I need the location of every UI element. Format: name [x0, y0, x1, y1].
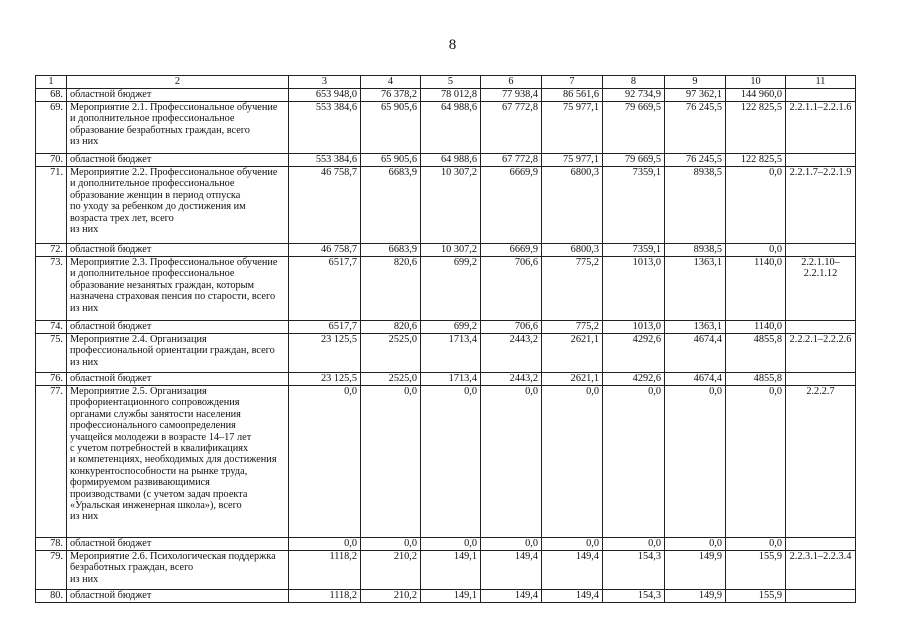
table-row — [36, 373, 856, 386]
value-cell: 706,6 — [481, 257, 542, 321]
row-number: 68. — [36, 89, 67, 102]
value-cell: 553 384,6 — [289, 154, 361, 167]
value-cell: 149,4 — [542, 551, 603, 590]
target-code — [786, 538, 856, 551]
table-row — [36, 244, 856, 257]
value-cell: 6800,3 — [542, 244, 603, 257]
row-number: 72. — [36, 244, 67, 257]
row-name: областной бюджет — [67, 538, 289, 551]
value-cell: 2621,1 — [542, 373, 603, 386]
value-cell: 65 905,6 — [361, 102, 421, 154]
value-cell: 1713,4 — [421, 334, 481, 373]
value-cell: 122 825,5 — [726, 102, 786, 154]
row-name: Мероприятие 2.4. Организация профессиональной ориентации граждан, всего из них — [67, 334, 289, 373]
target-code: 2.2.1.10– 2.2.1.12 — [786, 257, 856, 321]
value-cell: 0,0 — [289, 386, 361, 538]
target-code — [786, 373, 856, 386]
value-cell: 0,0 — [726, 386, 786, 538]
row-number: 73. — [36, 257, 67, 321]
value-cell: 7359,1 — [603, 167, 665, 244]
value-cell: 75 977,1 — [542, 102, 603, 154]
value-cell: 154,3 — [603, 590, 665, 603]
value-cell: 0,0 — [665, 538, 726, 551]
page-number: 8 — [448, 37, 457, 53]
value-cell: 4292,6 — [603, 334, 665, 373]
column-header: 7 — [542, 76, 603, 89]
value-cell: 0,0 — [603, 386, 665, 538]
value-cell: 64 988,6 — [421, 154, 481, 167]
value-cell: 1713,4 — [421, 373, 481, 386]
target-code — [786, 89, 856, 102]
value-cell: 0,0 — [421, 538, 481, 551]
row-name: Мероприятие 2.6. Психологическая поддержка безработных граждан, всего из них — [67, 551, 289, 590]
value-cell: 8938,5 — [665, 244, 726, 257]
value-cell: 0,0 — [542, 386, 603, 538]
column-header: 10 — [726, 76, 786, 89]
value-cell: 2443,2 — [481, 334, 542, 373]
value-cell: 210,2 — [361, 551, 421, 590]
value-cell: 553 384,6 — [289, 102, 361, 154]
value-cell: 97 362,1 — [665, 89, 726, 102]
column-header: 9 — [665, 76, 726, 89]
value-cell: 0,0 — [542, 538, 603, 551]
value-cell: 653 948,0 — [289, 89, 361, 102]
row-number: 71. — [36, 167, 67, 244]
value-cell: 1013,0 — [603, 321, 665, 334]
value-cell: 149,1 — [421, 590, 481, 603]
row-number: 69. — [36, 102, 67, 154]
target-code — [786, 244, 856, 257]
row-name: Мероприятие 2.2. Профессиональное обучение и дополнительное профессиональное образование женщин в период отпуска по уходу за ребенком до достижения им возраста трех лет, всего из них — [67, 167, 289, 244]
value-cell: 699,2 — [421, 257, 481, 321]
value-cell: 2525,0 — [361, 334, 421, 373]
value-cell: 2525,0 — [361, 373, 421, 386]
budget-table — [35, 75, 856, 603]
value-cell: 65 905,6 — [361, 154, 421, 167]
column-header: 2 — [67, 76, 289, 89]
value-cell: 0,0 — [361, 538, 421, 551]
table-row — [36, 167, 856, 244]
value-cell: 10 307,2 — [421, 244, 481, 257]
value-cell: 10 307,2 — [421, 167, 481, 244]
value-cell: 1013,0 — [603, 257, 665, 321]
target-code: 2.2.1.7–2.2.1.9 — [786, 167, 856, 244]
table-row — [36, 538, 856, 551]
value-cell: 2443,2 — [481, 373, 542, 386]
value-cell: 0,0 — [481, 386, 542, 538]
value-cell: 6517,7 — [289, 321, 361, 334]
value-cell: 0,0 — [481, 538, 542, 551]
value-cell: 4292,6 — [603, 373, 665, 386]
value-cell: 8938,5 — [665, 167, 726, 244]
row-name: областной бюджет — [67, 244, 289, 257]
value-cell: 820,6 — [361, 321, 421, 334]
row-number: 75. — [36, 334, 67, 373]
row-number: 80. — [36, 590, 67, 603]
value-cell: 0,0 — [603, 538, 665, 551]
value-cell: 78 012,8 — [421, 89, 481, 102]
value-cell: 1140,0 — [726, 321, 786, 334]
row-number: 77. — [36, 386, 67, 538]
value-cell: 699,2 — [421, 321, 481, 334]
value-cell: 64 988,6 — [421, 102, 481, 154]
row-number: 78. — [36, 538, 67, 551]
value-cell: 0,0 — [421, 386, 481, 538]
column-header: 3 — [289, 76, 361, 89]
target-code: 2.2.1.1–2.2.1.6 — [786, 102, 856, 154]
target-code — [786, 321, 856, 334]
value-cell: 46 758,7 — [289, 244, 361, 257]
value-cell: 6669,9 — [481, 244, 542, 257]
table-row — [36, 257, 856, 321]
value-cell: 67 772,8 — [481, 102, 542, 154]
value-cell: 1363,1 — [665, 257, 726, 321]
table-row — [36, 551, 856, 590]
table-row — [36, 89, 856, 102]
value-cell: 6800,3 — [542, 167, 603, 244]
value-cell: 149,1 — [421, 551, 481, 590]
value-cell: 4855,8 — [726, 373, 786, 386]
value-cell: 4674,4 — [665, 373, 726, 386]
value-cell: 820,6 — [361, 257, 421, 321]
value-cell: 4855,8 — [726, 334, 786, 373]
value-cell: 1118,2 — [289, 551, 361, 590]
value-cell: 76 378,2 — [361, 89, 421, 102]
value-cell: 6683,9 — [361, 167, 421, 244]
table-header-row — [36, 76, 856, 89]
value-cell: 79 669,5 — [603, 102, 665, 154]
value-cell: 0,0 — [726, 538, 786, 551]
value-cell: 0,0 — [726, 167, 786, 244]
value-cell: 775,2 — [542, 321, 603, 334]
table-row — [36, 321, 856, 334]
value-cell: 79 669,5 — [603, 154, 665, 167]
target-code — [786, 154, 856, 167]
value-cell: 0,0 — [726, 244, 786, 257]
value-cell: 6683,9 — [361, 244, 421, 257]
value-cell: 149,9 — [665, 590, 726, 603]
value-cell: 122 825,5 — [726, 154, 786, 167]
value-cell: 76 245,5 — [665, 102, 726, 154]
value-cell: 76 245,5 — [665, 154, 726, 167]
value-cell: 149,4 — [542, 590, 603, 603]
target-code: 2.2.2.7 — [786, 386, 856, 538]
value-cell: 23 125,5 — [289, 334, 361, 373]
column-header: 1 — [36, 76, 67, 89]
target-code: 2.2.2.1–2.2.2.6 — [786, 334, 856, 373]
value-cell: 6517,7 — [289, 257, 361, 321]
value-cell: 210,2 — [361, 590, 421, 603]
column-header: 8 — [603, 76, 665, 89]
table-row — [36, 102, 856, 154]
table-row — [36, 590, 856, 603]
value-cell: 155,9 — [726, 551, 786, 590]
row-name: областной бюджет — [67, 154, 289, 167]
value-cell: 775,2 — [542, 257, 603, 321]
value-cell: 155,9 — [726, 590, 786, 603]
value-cell: 706,6 — [481, 321, 542, 334]
table-row — [36, 386, 856, 538]
value-cell: 149,9 — [665, 551, 726, 590]
row-name: Мероприятие 2.5. Организация профориентационного сопровождения органами службы занятости населения профессионального самоопределения учащейся молодежи в возрасте 14–17 лет с учетом потребностей в квалификациях и компетенциях, необходимых для достижения конкурентоспособности на рынке труда, формируемом развивающимися производствами (с учетом задач проекта «Уральская инженерная школа»), всего из них — [67, 386, 289, 538]
table-row — [36, 334, 856, 373]
value-cell: 149,4 — [481, 551, 542, 590]
value-cell: 144 960,0 — [726, 89, 786, 102]
row-name: областной бюджет — [67, 321, 289, 334]
row-name: Мероприятие 2.3. Профессиональное обучение и дополнительное профессиональное образование незанятых граждан, которым назначена страховая пенсия по старости, всего из них — [67, 257, 289, 321]
value-cell: 86 561,6 — [542, 89, 603, 102]
value-cell: 23 125,5 — [289, 373, 361, 386]
value-cell: 67 772,8 — [481, 154, 542, 167]
value-cell: 0,0 — [361, 386, 421, 538]
value-cell: 46 758,7 — [289, 167, 361, 244]
value-cell: 1140,0 — [726, 257, 786, 321]
column-header: 6 — [481, 76, 542, 89]
row-name: Мероприятие 2.1. Профессиональное обучение и дополнительное профессиональное образование безработных граждан, всего из них — [67, 102, 289, 154]
value-cell: 7359,1 — [603, 244, 665, 257]
column-header: 5 — [421, 76, 481, 89]
value-cell: 154,3 — [603, 551, 665, 590]
value-cell: 6669,9 — [481, 167, 542, 244]
target-code: 2.2.3.1–2.2.3.4 — [786, 551, 856, 590]
target-code — [786, 590, 856, 603]
value-cell: 92 734,9 — [603, 89, 665, 102]
value-cell: 0,0 — [289, 538, 361, 551]
row-number: 74. — [36, 321, 67, 334]
row-number: 79. — [36, 551, 67, 590]
column-header: 4 — [361, 76, 421, 89]
value-cell: 1118,2 — [289, 590, 361, 603]
column-header: 11 — [786, 76, 856, 89]
value-cell: 0,0 — [665, 386, 726, 538]
row-number: 76. — [36, 373, 67, 386]
row-name: областной бюджет — [67, 590, 289, 603]
value-cell: 149,4 — [481, 590, 542, 603]
row-name: областной бюджет — [67, 89, 289, 102]
value-cell: 77 938,4 — [481, 89, 542, 102]
row-number: 70. — [36, 154, 67, 167]
value-cell: 4674,4 — [665, 334, 726, 373]
value-cell: 1363,1 — [665, 321, 726, 334]
value-cell: 75 977,1 — [542, 154, 603, 167]
row-name: областной бюджет — [67, 373, 289, 386]
table-row — [36, 154, 856, 167]
value-cell: 2621,1 — [542, 334, 603, 373]
